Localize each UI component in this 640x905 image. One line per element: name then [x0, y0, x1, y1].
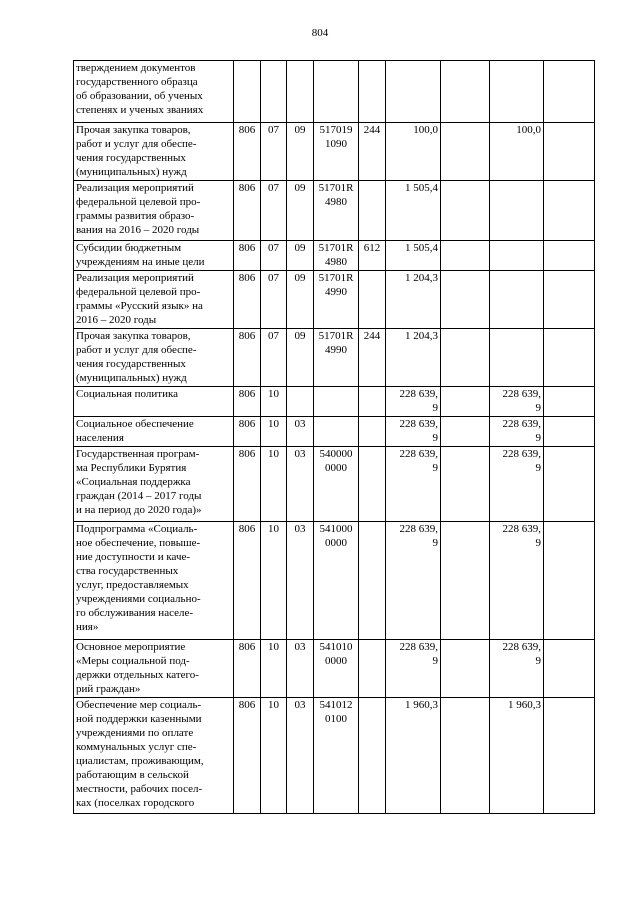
cell-line: 51701R — [318, 330, 354, 342]
cell-admin: 806 — [234, 447, 261, 522]
table-row — [74, 447, 595, 522]
cell-line: 228 639, — [399, 418, 438, 430]
cell-amount-b — [490, 241, 544, 271]
cell-line: Государственная програм- — [76, 448, 200, 460]
table-row — [74, 181, 595, 241]
cell-line: 0000 — [325, 655, 347, 667]
cell-target-article — [314, 522, 359, 640]
cell-expense-type — [359, 181, 386, 241]
cell-line: 228 639, — [399, 388, 438, 400]
cell-line: (муниципальных) нужд — [76, 166, 187, 178]
cell-subsection: 09 — [287, 241, 314, 271]
cell-amount-c — [544, 241, 595, 271]
cell-amount-a — [441, 640, 490, 698]
cell-name — [74, 241, 234, 271]
cell-admin: 806 — [234, 698, 261, 814]
cell-amount-total — [386, 181, 441, 241]
cell-target-article — [314, 698, 359, 814]
cell-line: коммунальных услуг спе- — [76, 741, 197, 753]
cell-section: 10 — [261, 387, 287, 417]
cell-name — [74, 181, 234, 241]
cell-subsection: 09 — [287, 123, 314, 181]
cell-line: 228 639, — [502, 523, 541, 535]
cell-amount-a — [441, 61, 490, 123]
cell-target-article — [314, 417, 359, 447]
cell-line: граммы развития образо- — [76, 210, 195, 222]
cell-amount-b — [490, 447, 544, 522]
cell-line: 540000 — [319, 448, 353, 460]
cell-line: 0000 — [325, 462, 347, 474]
cell-name — [74, 522, 234, 640]
cell-line: 9 — [535, 655, 541, 667]
cell-line: держки отдельных катего- — [76, 669, 199, 681]
cell-line: 4990 — [325, 344, 347, 356]
cell-line: 4980 — [325, 196, 347, 208]
cell-line: учреждениям на иные цели — [76, 256, 205, 268]
cell-subsection: 09 — [287, 329, 314, 387]
cell-name — [74, 447, 234, 522]
cell-admin: 806 — [234, 329, 261, 387]
cell-line: местности, рабочих посел- — [76, 783, 203, 795]
cell-admin: 806 — [234, 387, 261, 417]
cell-expense-type: 612 — [359, 241, 386, 271]
cell-amount-a — [441, 447, 490, 522]
cell-line: вания на 2016 – 2020 годы — [76, 224, 200, 236]
cell-admin: 806 — [234, 522, 261, 640]
cell-line: 228 639, — [502, 448, 541, 460]
cell-subsection — [287, 387, 314, 417]
cell-expense-type — [359, 271, 386, 329]
cell-amount-b — [490, 698, 544, 814]
cell-amount-total — [386, 123, 441, 181]
cell-subsection: 03 — [287, 640, 314, 698]
cell-expense-type — [359, 698, 386, 814]
cell-amount-b — [490, 522, 544, 640]
cell-line: 9 — [432, 462, 438, 474]
cell-section: 07 — [261, 181, 287, 241]
cell-amount-total — [386, 522, 441, 640]
cell-line: 541010 — [319, 641, 353, 653]
cell-line: ния» — [76, 621, 99, 633]
cell-name — [74, 123, 234, 181]
cell-amount-a — [441, 123, 490, 181]
cell-line: Реализация мероприятий — [76, 272, 194, 284]
cell-amount-total — [386, 447, 441, 522]
table-row — [74, 698, 595, 814]
cell-expense-type — [359, 61, 386, 123]
cell-line: 0100 — [325, 713, 347, 725]
table-row — [74, 61, 595, 123]
cell-line: ной поддержки казенными — [76, 713, 202, 725]
cell-amount-c — [544, 387, 595, 417]
table-row — [74, 640, 595, 698]
cell-line: Субсидии бюджетным — [76, 242, 182, 254]
table-row — [74, 123, 595, 181]
cell-amount-b — [490, 181, 544, 241]
cell-line: ние доступности и каче- — [76, 551, 191, 563]
cell-expense-type — [359, 447, 386, 522]
cell-line: работ и услуг для обеспе- — [76, 344, 197, 356]
cell-line: Реализация мероприятий — [76, 182, 194, 194]
cell-expense-type: 244 — [359, 329, 386, 387]
cell-amount-total — [386, 640, 441, 698]
table-row — [74, 522, 595, 640]
cell-name — [74, 61, 234, 123]
cell-amount-c — [544, 61, 595, 123]
cell-line: населения — [76, 432, 124, 444]
cell-line: 228 639, — [399, 641, 438, 653]
cell-subsection: 03 — [287, 447, 314, 522]
cell-line: граммы «Русский язык» на — [76, 300, 203, 312]
cell-line: 4980 — [325, 256, 347, 268]
cell-name — [74, 329, 234, 387]
cell-line: Основное мероприятие — [76, 641, 186, 653]
cell-line: 228 639, — [399, 448, 438, 460]
cell-amount-b — [490, 329, 544, 387]
cell-line: об образовании, об ученых — [76, 90, 203, 102]
cell-target-article — [314, 329, 359, 387]
cell-line: (муниципальных) нужд — [76, 372, 187, 384]
cell-section: 10 — [261, 447, 287, 522]
cell-line: 0000 — [325, 537, 347, 549]
cell-line: 1 204,3 — [405, 272, 438, 284]
cell-expense-type — [359, 387, 386, 417]
cell-section: 07 — [261, 329, 287, 387]
cell-amount-a — [441, 417, 490, 447]
cell-subsection: 09 — [287, 181, 314, 241]
cell-section: 07 — [261, 241, 287, 271]
cell-admin: 806 — [234, 241, 261, 271]
budget-table — [73, 60, 595, 814]
cell-target-article — [314, 61, 359, 123]
cell-line: Прочая закупка товаров, — [76, 330, 191, 342]
cell-amount-b — [490, 640, 544, 698]
cell-line: 228 639, — [502, 418, 541, 430]
cell-section: 10 — [261, 640, 287, 698]
cell-amount-total — [386, 698, 441, 814]
cell-subsection — [287, 61, 314, 123]
cell-line: ма Республики Бурятия — [76, 462, 187, 474]
cell-admin: 806 — [234, 181, 261, 241]
cell-line: 228 639, — [502, 388, 541, 400]
cell-name — [74, 271, 234, 329]
cell-line: 1 505,4 — [405, 242, 438, 254]
cell-line: ках (поселках городского — [76, 797, 195, 809]
cell-line: учреждениями по оплате — [76, 727, 194, 739]
cell-amount-total — [386, 241, 441, 271]
cell-name — [74, 698, 234, 814]
cell-amount-b — [490, 123, 544, 181]
cell-line: 1 960,3 — [508, 699, 541, 711]
page-number: 804 — [311, 27, 329, 39]
table-row — [74, 241, 595, 271]
cell-section: 10 — [261, 522, 287, 640]
cell-line: чения государственных — [76, 152, 186, 164]
cell-line: Социальная политика — [76, 388, 179, 400]
cell-line: государственного образца — [76, 76, 198, 88]
cell-line: рий граждан» — [76, 683, 141, 695]
cell-line: 2016 – 2020 годы — [76, 314, 157, 326]
cell-line: 4990 — [325, 286, 347, 298]
cell-line: ства государственных — [76, 565, 179, 577]
table-row — [74, 271, 595, 329]
cell-admin: 806 — [234, 640, 261, 698]
cell-admin — [234, 61, 261, 123]
cell-amount-b — [490, 417, 544, 447]
cell-line: 517019 — [319, 124, 353, 136]
cell-target-article — [314, 387, 359, 417]
cell-line: граждан (2014 – 2017 годы — [76, 490, 202, 502]
cell-line: работающим в сельской — [76, 769, 189, 781]
cell-target-article — [314, 447, 359, 522]
cell-amount-a — [441, 241, 490, 271]
cell-admin: 806 — [234, 417, 261, 447]
table-body — [74, 61, 595, 814]
cell-line: 9 — [535, 432, 541, 444]
cell-amount-total — [386, 387, 441, 417]
cell-line: 1090 — [325, 138, 347, 150]
cell-target-article — [314, 181, 359, 241]
cell-line: 51701R — [318, 242, 354, 254]
cell-amount-c — [544, 181, 595, 241]
cell-section: 07 — [261, 123, 287, 181]
cell-amount-c — [544, 123, 595, 181]
cell-subsection: 03 — [287, 698, 314, 814]
cell-section: 07 — [261, 271, 287, 329]
cell-subsection: 09 — [287, 271, 314, 329]
cell-name — [74, 387, 234, 417]
cell-line: 9 — [432, 402, 438, 414]
cell-line: 100,0 — [516, 124, 541, 136]
cell-expense-type — [359, 640, 386, 698]
cell-line: 100,0 — [413, 124, 438, 136]
cell-line: «Меры социальной под- — [76, 655, 190, 667]
cell-line: 541012 — [319, 699, 353, 711]
cell-line: 9 — [535, 402, 541, 414]
cell-line: 51701R — [318, 182, 354, 194]
cell-expense-type: 244 — [359, 123, 386, 181]
cell-subsection: 03 — [287, 417, 314, 447]
cell-amount-c — [544, 271, 595, 329]
cell-subsection: 03 — [287, 522, 314, 640]
cell-amount-c — [544, 417, 595, 447]
cell-amount-b — [490, 387, 544, 417]
cell-admin: 806 — [234, 271, 261, 329]
cell-line: Подпрограмма «Социаль- — [76, 523, 198, 535]
cell-expense-type — [359, 522, 386, 640]
cell-amount-a — [441, 387, 490, 417]
cell-amount-a — [441, 329, 490, 387]
cell-line: 9 — [535, 537, 541, 549]
cell-amount-a — [441, 522, 490, 640]
cell-line: тверждением документов — [76, 62, 196, 74]
cell-line: услуг, предоставляемых — [76, 579, 189, 591]
cell-line: 9 — [535, 462, 541, 474]
cell-amount-b — [490, 61, 544, 123]
table-row — [74, 417, 595, 447]
cell-line: чения государственных — [76, 358, 186, 370]
cell-line: Обеспечение мер социаль- — [76, 699, 202, 711]
cell-amount-total — [386, 61, 441, 123]
cell-line: «Социальная поддержка — [76, 476, 191, 488]
cell-amount-total — [386, 329, 441, 387]
cell-target-article — [314, 271, 359, 329]
cell-line: степенях и ученых званиях — [76, 104, 204, 116]
cell-line: 1 960,3 — [405, 699, 438, 711]
cell-amount-total — [386, 271, 441, 329]
cell-line: работ и услуг для обеспе- — [76, 138, 197, 150]
cell-target-article — [314, 241, 359, 271]
cell-amount-c — [544, 640, 595, 698]
cell-line: 9 — [432, 537, 438, 549]
cell-name — [74, 640, 234, 698]
cell-line: 9 — [432, 655, 438, 667]
cell-line: 228 639, — [399, 523, 438, 535]
cell-admin: 806 — [234, 123, 261, 181]
cell-amount-c — [544, 329, 595, 387]
cell-section — [261, 61, 287, 123]
cell-line: федеральной целевой про- — [76, 196, 201, 208]
cell-line: и на период до 2020 года)» — [76, 504, 202, 516]
cell-line: 1 204,3 — [405, 330, 438, 342]
cell-amount-a — [441, 181, 490, 241]
table-row — [74, 387, 595, 417]
cell-section: 10 — [261, 698, 287, 814]
cell-line: 1 505,4 — [405, 182, 438, 194]
cell-line: циалистам, проживающим, — [76, 755, 204, 767]
cell-name — [74, 417, 234, 447]
cell-line: 228 639, — [502, 641, 541, 653]
cell-line: 541000 — [319, 523, 353, 535]
cell-amount-c — [544, 698, 595, 814]
table-row — [74, 329, 595, 387]
cell-line: 9 — [432, 432, 438, 444]
cell-expense-type — [359, 417, 386, 447]
cell-line: ное обеспечение, повыше- — [76, 537, 201, 549]
cell-line: 51701R — [318, 272, 354, 284]
cell-line: Прочая закупка товаров, — [76, 124, 191, 136]
cell-target-article — [314, 640, 359, 698]
cell-line: го обслуживания населе- — [76, 607, 194, 619]
cell-amount-c — [544, 447, 595, 522]
cell-target-article — [314, 123, 359, 181]
cell-line: федеральной целевой про- — [76, 286, 201, 298]
cell-line: учреждениями социально- — [76, 593, 201, 605]
cell-amount-total — [386, 417, 441, 447]
cell-amount-c — [544, 522, 595, 640]
cell-amount-b — [490, 271, 544, 329]
cell-section: 10 — [261, 417, 287, 447]
cell-line: Социальное обеспечение — [76, 418, 194, 430]
cell-amount-a — [441, 271, 490, 329]
cell-amount-a — [441, 698, 490, 814]
